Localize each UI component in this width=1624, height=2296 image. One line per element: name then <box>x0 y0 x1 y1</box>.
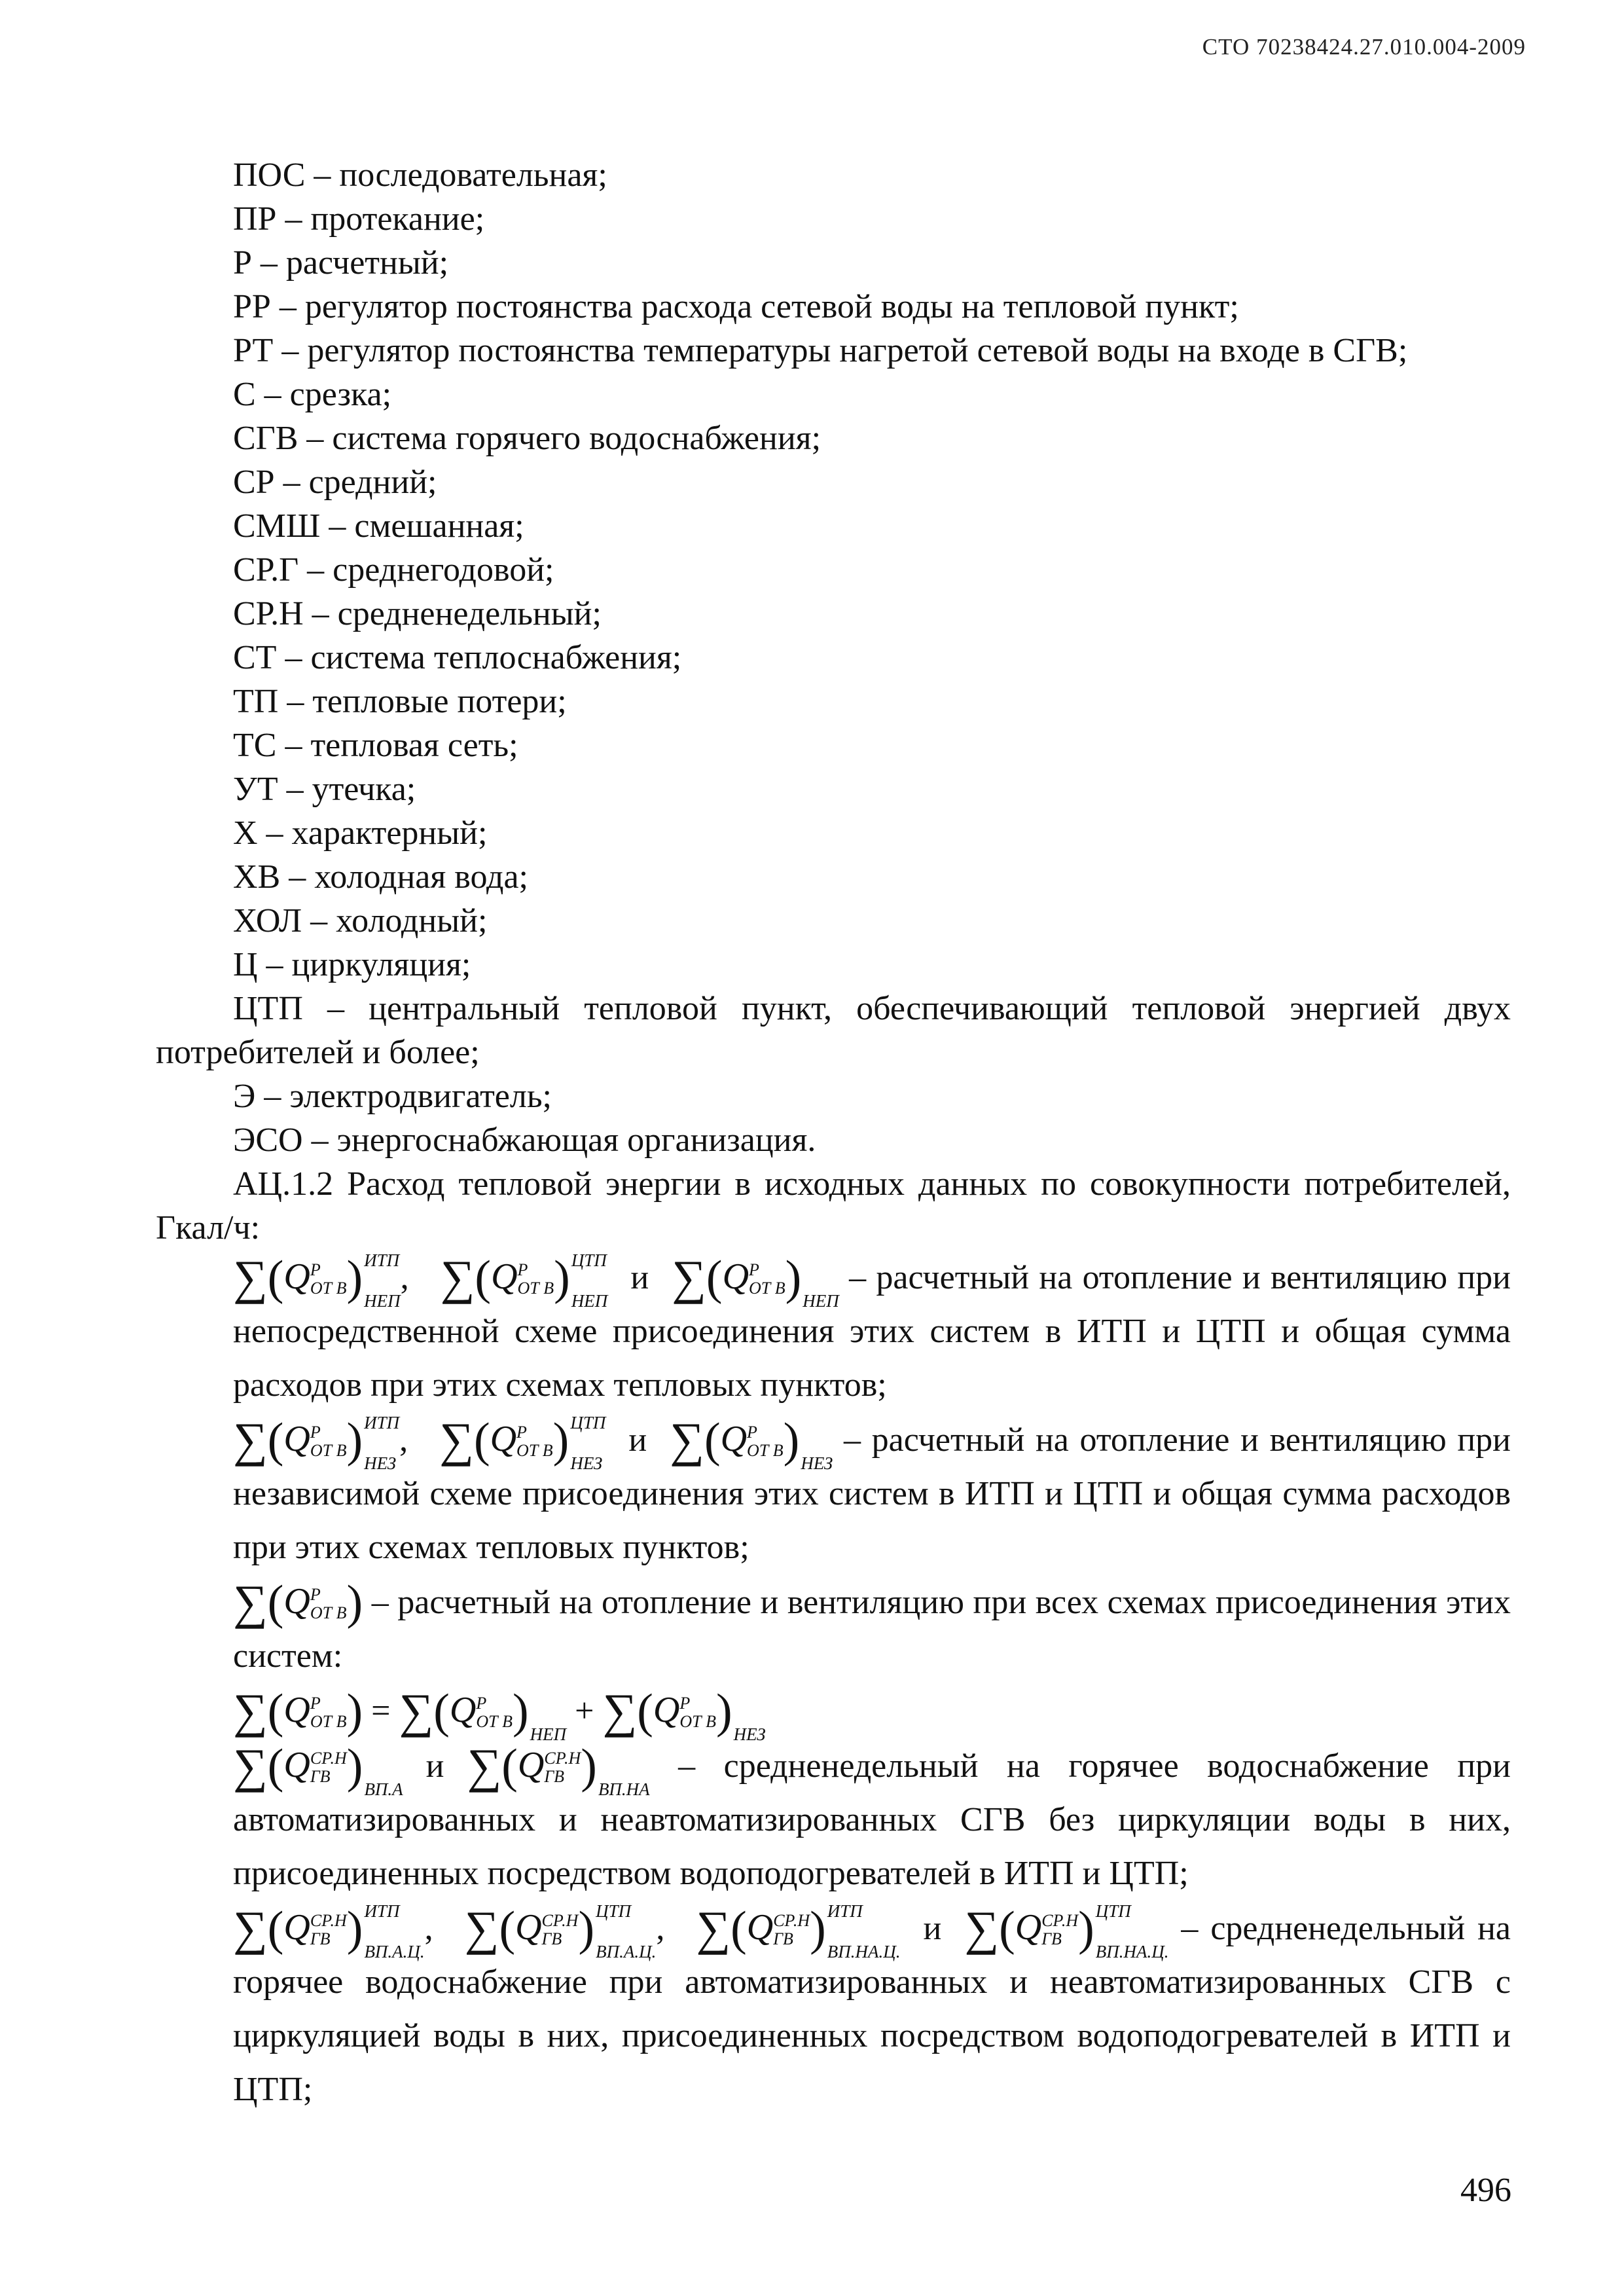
sum-sign: ∑ <box>233 1251 268 1305</box>
definition-item: Р – расчетный; <box>233 244 449 282</box>
definition-item: С – срезка; <box>233 376 392 413</box>
formula-1-description: – расчетный на отопление и вентиляцию при непосредственной схеме присоединения этих систем в ИТП и ЦТП и общая сумма расходов при этих схемах тепловых пунктов; <box>233 1259 1511 1404</box>
definition-item: Х – характерный; <box>233 814 488 852</box>
formula-3-description: – расчетный на отопление и вентиляцию при всех схемах присоединения этих систем: <box>233 1584 1511 1675</box>
definition-item: СР.Н – средненедельный; <box>233 595 602 632</box>
document-code-header: СТО 70238424.27.010.004-2009 <box>1202 34 1526 60</box>
formula-2-description: – расчетный на отопление и вентиляцию при независимой схеме присоединения этих систем в ИТП и ЦТП и общая сумма расходов при этих схемах тепловых пунктов; <box>233 1421 1511 1566</box>
definition-item: ХВ – холодная вода; <box>233 858 528 896</box>
definition-item: ЦТП – центральный тепловой пункт, обеспечивающий тепловой энергией двух потребителей и более; <box>156 990 1511 1071</box>
formula-6-description: – средненедельный на горячее водоснабжение при автоматизированных и неавтоматизированных СГВ с циркуляцией воды в них, присоединенных посредством водоподогревателей в ИТП и ЦТП; <box>233 1910 1511 2108</box>
sum-sign: ∑ <box>233 1902 268 1956</box>
formula-5-description: – средненедельный на горячее водоснабжение при автоматизированных и неавтоматизированных СГВ без циркуляции воды в них, присоединенных посредством водоподогревателей в ИТП и ЦТП; <box>233 1747 1511 1892</box>
definition-item: ТС – тепловая сеть; <box>233 727 518 764</box>
definition-item: СТ – система теплоснабжения; <box>233 639 682 676</box>
formula-4: ∑(Q Р ОТ В ) = ∑(Q Р ОТ В ) НЕП + ∑(Q Р ОТ В ) НЕЗ <box>233 1685 766 1745</box>
section-intro: АЦ.1.2 Расход тепловой энергии в исходных данных по совокупности потребителей, Гкал/ч: <box>156 1165 1511 1247</box>
sum-sign: ∑ <box>233 1740 268 1793</box>
formula-paragraph-5 <box>156 1738 1511 1901</box>
definition-item: РТ – регулятор постоянства температуры нагретой сетевой воды на входе в СГВ; <box>233 332 1408 369</box>
definition-item: Э – электродвигатель; <box>233 1078 552 1115</box>
sum-sign: ∑ <box>233 1685 268 1738</box>
definition-item: ПОС – последовательная; <box>233 156 607 194</box>
definition-item: РР – регулятор постоянства расхода сетевой воды на тепловой пункт; <box>233 288 1239 325</box>
page-number: 496 <box>1460 2172 1511 2209</box>
definition-item: ТП – тепловые потери; <box>233 683 567 720</box>
definition-item: УТ – утечка; <box>233 771 416 808</box>
definitions-list <box>156 153 1511 1162</box>
definition-item: СМШ – смешанная; <box>233 507 524 545</box>
formula-paragraph-2 <box>156 1412 1511 1575</box>
document-body <box>156 153 1511 2117</box>
sum-sign: ∑ <box>233 1413 268 1467</box>
formula-paragraph-1 <box>156 1250 1511 1412</box>
definition-item: ПР – протекание; <box>233 200 485 238</box>
definition-item: Ц – циркуляция; <box>233 946 471 983</box>
formula-paragraph-3 <box>156 1575 1511 1683</box>
definition-item: СР – средний; <box>233 464 437 501</box>
sum-sign: ∑ <box>233 1576 268 1630</box>
definition-item: СГВ – система горячего водоснабжения; <box>233 420 821 457</box>
formula-paragraph-6 <box>156 1901 1511 2117</box>
formula-3: ∑(Q Р ОТ В ) <box>233 1576 363 1630</box>
formula-paragraph-4 <box>156 1683 1511 1745</box>
definition-item: ЭСО – энергоснабжающая организация. <box>233 1121 816 1159</box>
formula-5: ∑(Q СР.Н ГВ ) ВП.А и ∑(Q СР.Н ГВ ) ВП.НА <box>233 1740 650 1800</box>
formula-6: ∑(Q СР.Н ГВ ) ИТП ВП.А.Ц. , ∑(Q СР.Н ГВ ) ЦТП ВП.А.Ц. , ∑(Q СР.Н ГВ ) ИТП ВП.НА.Ц. и ∑(Q СР.Н ГВ ) ЦТП ВП.НА.Ц. <box>233 1901 1169 1962</box>
definition-item: СР.Г – среднегодовой; <box>233 551 554 589</box>
formula-1: ∑(Q Р ОТ В ) ИТП НЕП , ∑(Q Р ОТ В ) ЦТП НЕП и ∑(Q Р ОТ В ) НЕП <box>233 1250 839 1311</box>
definition-item: ХОЛ – холодный; <box>233 902 488 939</box>
formula-2: ∑(Q Р ОТ В ) ИТП НЕЗ , ∑(Q Р ОТ В ) ЦТП НЕЗ и ∑(Q Р ОТ В ) НЕЗ <box>233 1413 833 1474</box>
